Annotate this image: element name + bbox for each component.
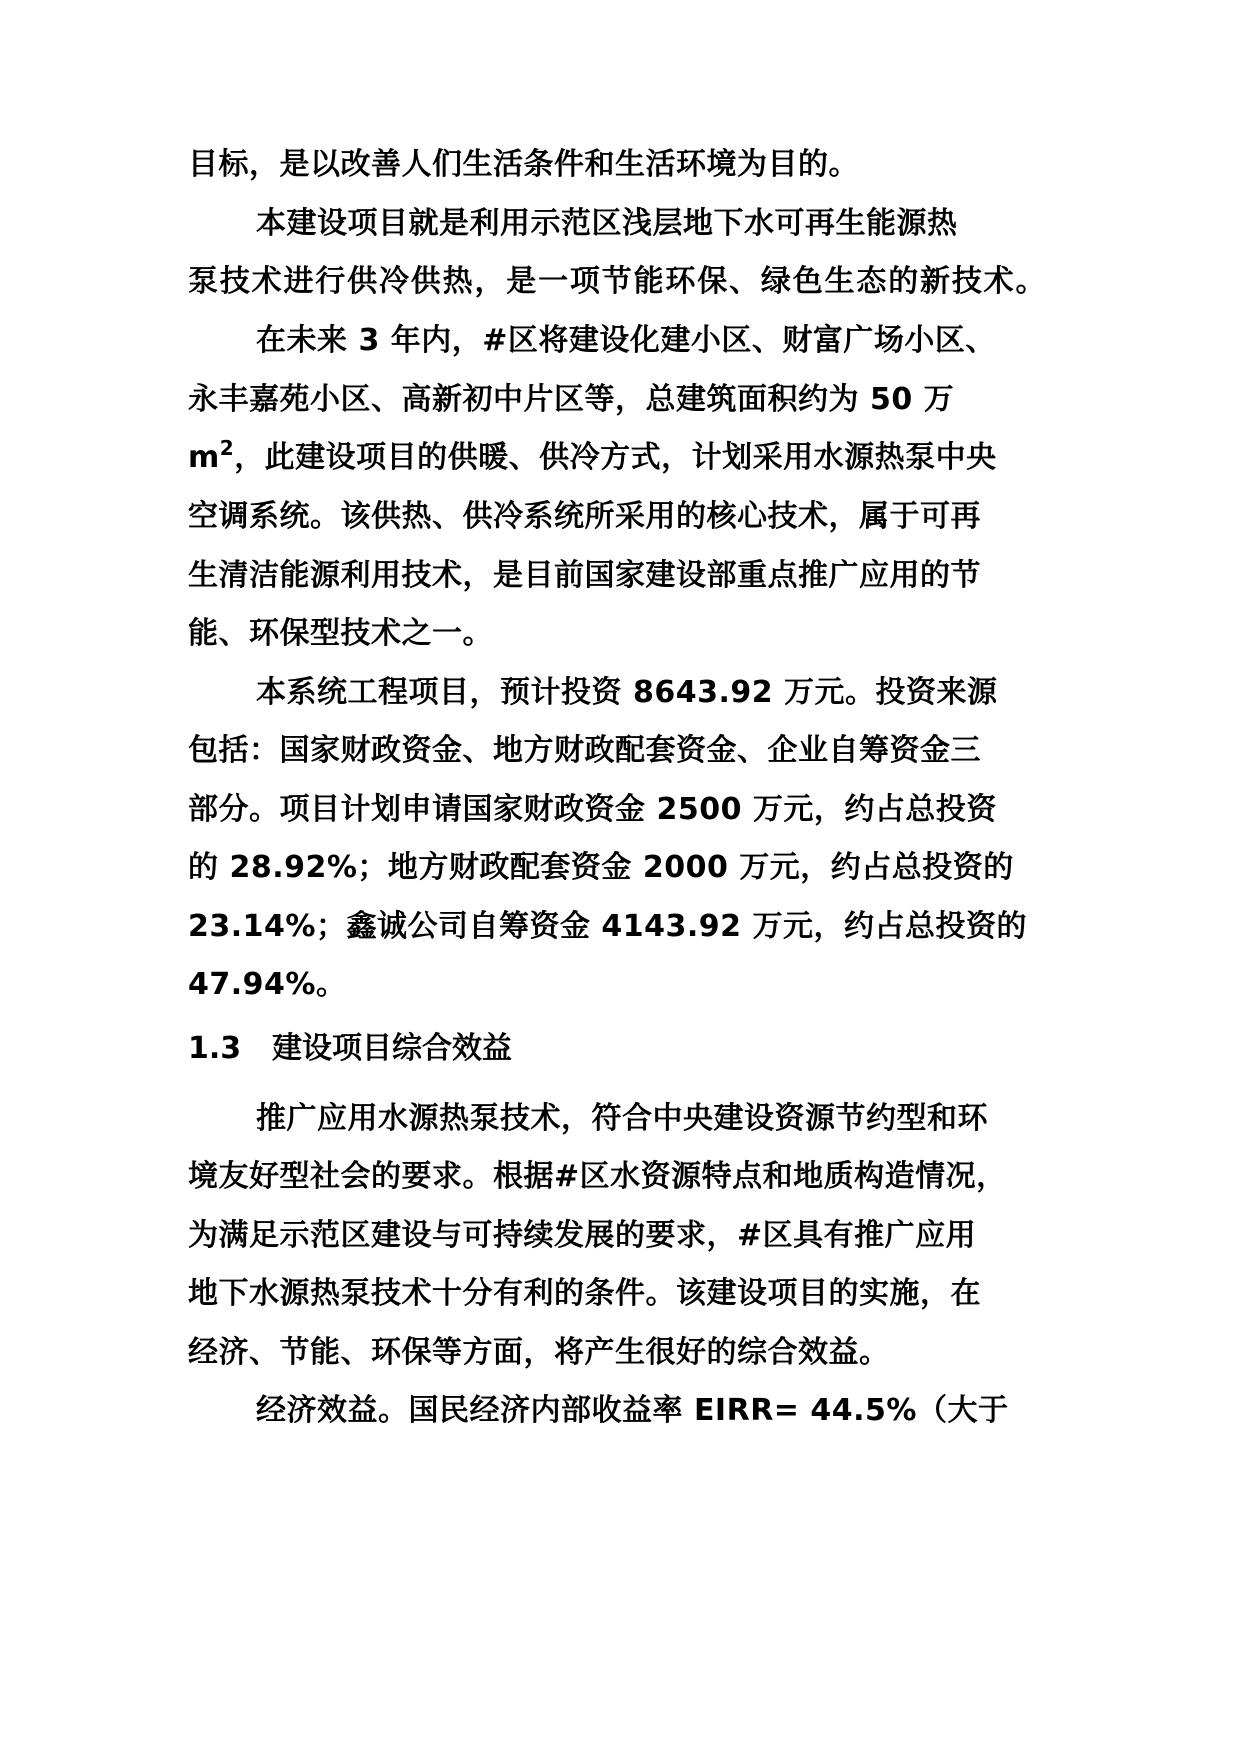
section-heading	[188, 1024, 512, 1074]
paragraph-line: 包括：国家财政资金、地方财政配套资金、企业自筹资金三	[188, 733, 981, 768]
unit-text: m	[188, 440, 220, 475]
superscript-text: 2	[219, 436, 235, 460]
paragraph-line: 为满足示范区建设与可持续发展的要求，#区具有推广应用	[188, 1218, 977, 1253]
paragraph-line: 空调系统。该供热、供冷系统所采用的核心技术，属于可再	[188, 499, 981, 534]
paragraph-line: 地下水源热泵技术十分有利的条件。该建设项目的实施，在	[188, 1276, 981, 1311]
paragraph-line: 23.14%；鑫诚公司自筹资金 4143.92 万元，约占总投资的	[188, 909, 1027, 944]
paragraph-line: 本系统工程项目，预计投资 8643.92 万元。投资来源	[256, 675, 998, 710]
paragraph-line: 47.94%。	[188, 967, 347, 1002]
paragraph-line: 部分。项目计划申请国家财政资金 2500 万元，约占总投资	[188, 792, 997, 827]
paragraph-line: 生清洁能源利用技术，是目前国家建设部重点推广应用的节	[188, 558, 981, 593]
paragraph-line: 经济效益。国民经济内部收益率 EIRR= 44.5%（大于	[256, 1393, 1009, 1428]
paragraph-line: 在未来 3 年内，#区将建设化建小区、财富广场小区、	[256, 323, 996, 358]
paragraph-line: 的 28.92%；地方财政配套资金 2000 万元，约占总投资的	[188, 850, 1014, 885]
paragraph-line: 永丰嘉苑小区、高新初中片区等，总建筑面积约为 50 万	[188, 382, 955, 417]
section-title: 建设项目综合效益	[272, 1031, 512, 1066]
paragraph-line: 本建设项目就是利用示范区浅层地下水可再生能源热	[256, 206, 958, 241]
paragraph-line	[188, 433, 997, 483]
paragraph-line: 目标，是以改善人们生活条件和生活环境为目的。	[188, 147, 859, 182]
paragraph-line: 泵技术进行供冷供热，是一项节能环保、绿色生态的新技术。	[188, 264, 1046, 299]
section-number: 1.3	[188, 1031, 242, 1066]
paragraph-line: 推广应用水源热泵技术，符合中央建设资源节约型和环	[256, 1101, 988, 1136]
paragraph-line: 境友好型社会的要求。根据#区水资源特点和地质构造情况，	[188, 1159, 1007, 1194]
paragraph-line-rest: ，此建设项目的供暖、供冷方式，计划采用水源热泵中央	[234, 440, 997, 475]
paragraph-line: 经济、节能、环保等方面，将产生很好的综合效益。	[188, 1335, 890, 1370]
paragraph-line: 能、环保型技术之一。	[188, 616, 493, 651]
